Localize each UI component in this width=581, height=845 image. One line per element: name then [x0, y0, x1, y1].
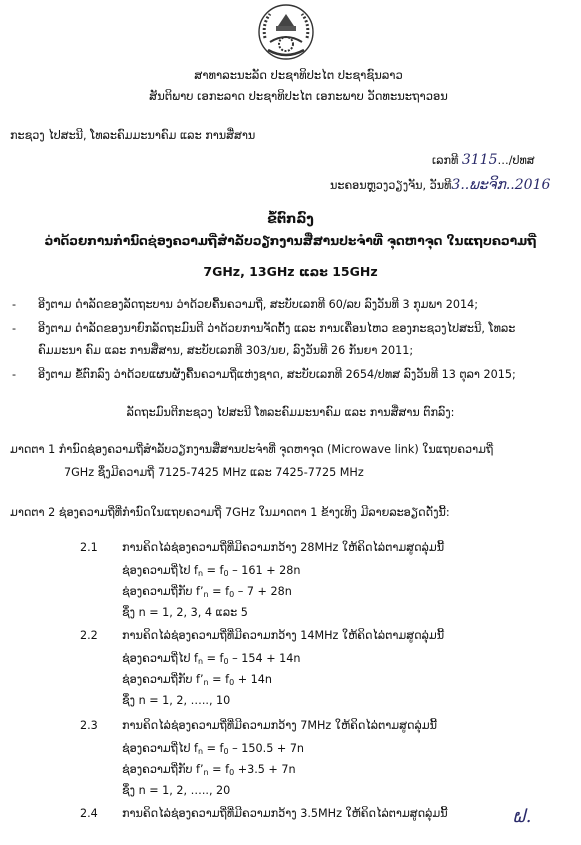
section-number: 2.3	[80, 719, 98, 732]
republic-name: ສາທາລະນະລັດ ປະຊາທິປະໄຕ ປະຊາຊົນລາວ	[194, 68, 403, 82]
national-motto: ສັນຕິພາບ ເອກະລາດ ປະຊາທິປະໄຕ ເອກະພາບ ວັດທະນະຖາວອນ	[149, 89, 448, 103]
place-label: ນະຄອນຫຼວງວຽງຈັນ, ວັນທີ	[330, 179, 452, 192]
minister-decides: ລັດຖະມົນຕີກະຊວງ ໄປສະນີ ໂທລະຄົມມະນາຄົມ ແລະ ການສື່ສານ ຕົກລົງ:	[126, 406, 455, 419]
article-1-line1: ມາດຕາ 1 ກໍານົດຊ່ອງຄວາມຖີ່ສໍາລັບວຽກງານສື່ສານປະຈໍາທີ່ ຈຸດຫາຈຸດ (Microwave link) ໃນແຖບຄວາມຖີ່	[10, 443, 494, 456]
formula-go: ຊ່ອງຄວາມຖີ່ໄປ $f_n = f_0 - 161 + 28n$	[122, 564, 301, 578]
section-heading: ການຄິດໄລ່ຊ່ອງຄວາມຖີ່ທີ່ມີຄວາມກວ້າງ 3.5MHz ໃຫ້ຄິດໄລ່ຕາມສູດລຸ່ມນີ້	[122, 807, 448, 820]
section-number: 2.2	[80, 629, 98, 642]
legal-reference-2-line1: ອີງຕາມ ດໍາລັດຂອງນາຍົກລັດຖະມົນຕີ ວ່າດ້ວຍການຈັດຕັ້ງ ແລະ ການເຄື່ອນໄຫວ ຂອງກະຊວງໄປສະນີ, ໂທລະ	[38, 322, 516, 335]
section-number: 2.1	[80, 541, 98, 554]
formula-return: ຊ່ອງຄວາມຖີ່ກັບ $f’_n = f_0 + 14n$	[122, 673, 272, 687]
article-1-line2: 7GHz ຊຶ່ງມີຄວາມຖີ່ 7125-7425 MHz ແລະ 7425-7725 MHz	[64, 466, 364, 479]
number-label: ເລກທີ	[432, 154, 459, 167]
decision-subject: ວ່າດ້ວຍການກໍານົດຊ່ອງຄວາມຖີ່ສໍາລັບວຽກງານສື່ສານປະຈໍາທີ່ ຈຸດຫາຈຸດ ໃນແຖບຄວາມຖີ່	[44, 234, 537, 248]
decision-title: ຂໍ້ຕົກລົງ	[267, 212, 314, 227]
bullet-dash: -	[12, 368, 17, 381]
bullet-dash: -	[12, 298, 17, 311]
n-range: ຊຶ່ງ n = 1, 2, ….., 10	[122, 694, 231, 707]
document-place-date	[330, 177, 550, 194]
ministry-name: ກະຊວງ ໄປສະນີ, ໂທລະຄົມມະນາຄົມ ແລະ ການສື່ສານ	[10, 129, 256, 142]
handwritten-initial: ຝ.	[512, 806, 532, 827]
section-heading: ການຄິດໄລ່ຊ່ອງຄວາມຖີ່ທີ່ມີຄວາມກວ້າງ 14MHz ໃຫ້ຄິດໄລ່ຕາມສູດລຸ່ມນີ້	[122, 629, 445, 642]
number-suffix: …/ປທສ	[497, 154, 535, 167]
formula-go: ຊ່ອງຄວາມຖີ່ໄປ $f_n = f_0 - 150.5 + 7n$	[122, 742, 305, 756]
legal-reference-2-line2: ຄົມມະນາ ຄົມ ແລະ ການສື່ສານ, ສະບັບເລກທີ 303/ນຍ, ລົງວັນທີ 26 ກັນຍາ 2011;	[38, 344, 414, 357]
section-number: 2.4	[80, 807, 98, 820]
formula-return: ຊ່ອງຄວາມຖີ່ກັບ $f’_n = f_0 +3.5 + 7n$	[122, 763, 296, 777]
section-heading: ການຄິດໄລ່ຊ່ອງຄວາມຖີ່ທີ່ມີຄວາມກວ້າງ 7MHz ໃຫ້ຄິດໄລ່ຕາມສູດລຸ່ມນີ້	[122, 719, 437, 732]
document-number	[432, 152, 535, 169]
bullet-dash: -	[12, 322, 17, 335]
legal-reference-1: ອີງຕາມ ດໍາລັດຂອງລັດຖະບານ ວ່າດ້ວຍຄື້ນຄວາມຖີ່, ສະບັບເລກທີ 60/ລບ ລົງວັນທີ 3 ກຸມພາ 2014;	[38, 298, 479, 311]
formula-return: ຊ່ອງຄວາມຖີ່ກັບ $f’_n = f_0 - 7 + 28n$	[122, 585, 292, 599]
date-handwritten: 3..ພະຈິກ..2016	[451, 177, 551, 193]
formula-go: ຊ່ອງຄວາມຖີ່ໄປ $f_n = f_0 - 154 + 14n$	[122, 652, 301, 666]
state-emblem	[256, 2, 316, 62]
number-handwritten: 3115	[461, 152, 498, 168]
frequency-bands: 7GHz, 13GHz ແລະ 15GHz	[203, 264, 378, 279]
article-2-intro: ມາດຕາ 2 ຊ່ອງຄວາມຖີ່ທີ່ກໍານົດໃນແຖບຄວາມຖີ່ 7GHz ໃນມາດຕາ 1 ຂ້າງເທິງ ມີລາຍລະອຽດດັ່ງນີ້:	[10, 506, 450, 519]
n-range: ຊຶ່ງ n = 1, 2, ….., 20	[122, 784, 231, 797]
section-heading: ການຄິດໄລ່ຊ່ອງຄວາມຖີ່ທີ່ມີຄວາມກວ້າງ 28MHz ໃຫ້ຄິດໄລ່ຕາມສູດລຸ່ມນີ້	[122, 541, 445, 554]
legal-reference-3: ອີງຕາມ ຂໍ້ຕົກລົງ ວ່າດ້ວຍແຜນຜັງຄື້ນຄວາມຖີ່ແຫ່ງຊາດ, ສະບັບເລກທີ 2654/ປທສ ລົງວັນທີ 13 ຕຸລາ 2015;	[38, 368, 516, 381]
n-range: ຊຶ່ງ n = 1, 2, 3, 4 ແລະ 5	[122, 606, 248, 619]
